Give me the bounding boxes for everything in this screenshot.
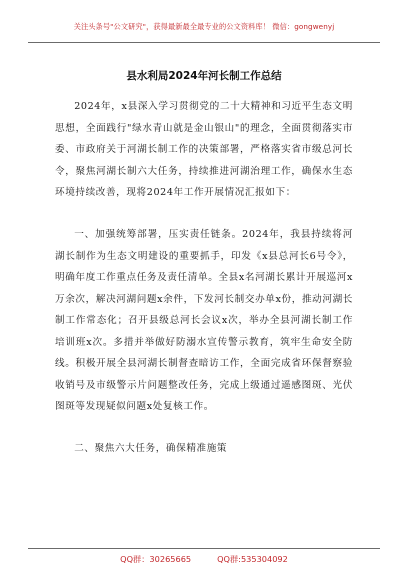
footer-divider: [28, 548, 380, 549]
footer-contacts: [0, 554, 408, 565]
footer-qq-group-1: QQ群：30265665: [120, 554, 192, 564]
document-title: 县水利局2024年河长制工作总结: [126, 70, 282, 82]
document-body: [55, 96, 353, 460]
paragraph-section-2-heading: 二、聚焦六大任务，确保精准施策: [74, 443, 228, 454]
footer-qq-group-2: QQ群:535304092: [217, 554, 288, 564]
header-divider: [28, 42, 380, 43]
paragraph-intro: 2024年，x县深入学习贯彻党的二十大精神和习近平生态文明思想，全面践行"绿水青山就是金山银山"的理念，全面贯彻落实市委、市政府关于河湖长制工作的决策部署，严格落实省市级总河长令，聚焦河湖长制六大任务，持续推进河湖治理工作，确保水生态环境持续改善，现将2024年工作开展情况汇报如下：: [55, 101, 353, 198]
paragraph-section-1: 一、加强统筹部署，压实责任链条。2024年，我县持续将河湖长制作为生态文明建设的重要抓手，印发《x县总河长6号令》，明确年度工作重点任务及责任清单。全县x名河湖长累计开展巡河x万余次，解决河湖问题x余件，下发河长制交办单x份，推动河湖长制工作常态化；召开县级总河长会议x次，举办全县河湖长制工作培训班x次。多措并举做好防溺水宣传警示教育，筑牢生命安全防线。积极开展全县河湖长制督查暗访工作，全面完成省环保督察验收销号及市级警示片问题整改任务，完成上级通过遥感图斑、光伏图斑等发现疑似问题x处复核工作。: [55, 229, 353, 412]
header-banner: 关注头条号"公文研究"，获得最新最全最专业的公文资料库！ 微信：gongwenyj: [73, 22, 335, 31]
